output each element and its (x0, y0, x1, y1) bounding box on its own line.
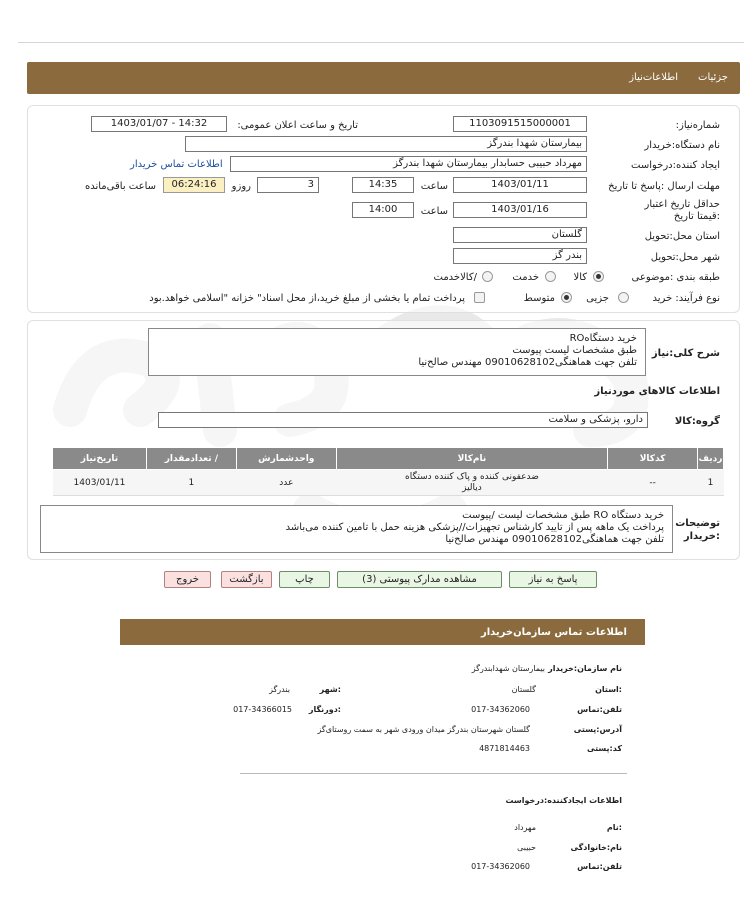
province-label: استان محل:تحویل (644, 231, 720, 242)
deadline-time-label: ساعت (420, 181, 448, 192)
contact-divider (240, 773, 627, 774)
contact-address-label: آدرس:پستی (573, 725, 622, 734)
contact-org-value: بیمارستان شهدابندرگز (471, 664, 545, 673)
tab-need-info[interactable]: اطلاعات‌نیاز (629, 72, 678, 83)
days-field: 3 (257, 177, 319, 193)
notes-line: تلفن جهت هماهنگی09010628102 مهندس صالح‌نیا (445, 534, 664, 545)
creator-phone-label: تلفن:تماس (577, 862, 622, 871)
contact-address-value: گلستان شهرستان بندرگز میدان ورودی شهر به سمت روستای‌گز (317, 725, 530, 734)
buyer-org-label: نام دستگاه:خریدار (644, 140, 720, 151)
creator-family-label: نام:خانوادگی (570, 843, 622, 852)
cell-row: 1 (698, 470, 724, 496)
creator-phone-value: 017-34362060 (471, 862, 530, 871)
col-unit: واحدشمارش (236, 448, 336, 470)
category-goods-radio[interactable] (593, 271, 604, 282)
top-divider (18, 42, 744, 43)
validity-date-field: 1403/01/16 (453, 202, 587, 218)
cell-qty: 1 (146, 470, 236, 496)
col-name: نام‌کالا (336, 448, 607, 470)
process-medium-radio[interactable] (561, 292, 572, 303)
buyer-notes-box (40, 505, 673, 553)
contact-province-label: :استان (595, 685, 622, 694)
buyer-notes-label: توضیحات :خریدار (675, 518, 720, 542)
col-qty: / تعدادمقدار (146, 448, 236, 470)
summary-line: طبق مشخصات لیست پیوست (512, 345, 637, 356)
cell-code: -- (608, 470, 698, 496)
city-field: بندر گز (453, 248, 587, 264)
need-number-label: شماره‌نیاز: (675, 120, 720, 131)
reply-button[interactable]: پاسخ به نیاز (509, 571, 597, 588)
creator-name-value: مهرداد (514, 823, 536, 832)
city-label: شهر محل:تحویل (650, 252, 720, 263)
exit-button[interactable]: خروج (164, 571, 211, 588)
buyer-contact-link[interactable]: اطلاعات تماس خریدار (130, 159, 223, 170)
cell-name (336, 470, 607, 496)
contact-postal-label: کد:پستی (587, 744, 622, 753)
summary-line: تلفن جهت هماهنگی09010628102 مهندس صالح‌نیا (418, 357, 637, 368)
creator-family-value: حبیبی (517, 843, 536, 852)
validity-time-field: 14:00 (352, 202, 414, 218)
process-medium-label: متوسط (523, 293, 555, 304)
contact-postal-value: 4871814463 (479, 744, 530, 753)
cell-name-line1: ضدعفونی کننده و پاک کننده دستگاه (405, 471, 539, 482)
goods-info-title: اطلاعات کالاهای موردنیاز (594, 386, 720, 397)
view-attachments-button[interactable]: مشاهده مدارک پیوستی (3) (337, 571, 502, 588)
days-label: روزو (231, 181, 251, 192)
treasury-payment-label: پرداخت تمام یا بخشی از مبلغ خرید،از محل اسناد" خزانه "اسلامی خواهد.بود (149, 293, 465, 304)
category-label: طبقه بندی :موضوعی (631, 272, 720, 283)
category-both-radio[interactable] (482, 271, 493, 282)
contact-phone-value: 017-34362060 (471, 705, 530, 714)
contact-org-label: نام سازمان:خریدار (548, 664, 622, 673)
contact-fax-value: 017-34366015 (233, 705, 292, 714)
validity-time-label: ساعت (420, 206, 448, 217)
contact-phone-label: تلفن:تماس (577, 705, 622, 714)
goods-table (52, 447, 724, 496)
category-service-radio[interactable] (545, 271, 556, 282)
notes-line: پرداخت یک ماهه پس از تایید کارشناس تجهیزات//پزشکی هزینه حمل با تامین کننده می‌باشد (285, 522, 664, 533)
notes-line: خرید دستگاه RO طبق مشخصات لیست /پیوست (462, 510, 664, 521)
contact-fax-label: :دورنگار (308, 705, 341, 714)
back-button[interactable]: بازگشت (221, 571, 272, 588)
creator-field: مهرداد حبیبی حسابدار بیمارستان شهدا بندرگز (230, 156, 587, 172)
announce-label: تاریخ و ساعت اعلان عمومی: (237, 120, 358, 131)
treasury-payment-checkbox[interactable] (474, 292, 485, 303)
announce-date-field: 1403/01/07 - 14:32 (91, 116, 227, 132)
cell-name-line2: دیالیز (462, 482, 482, 493)
contact-section-title: اطلاعات تماس سازمان‌خریدار (480, 627, 627, 638)
col-date: تاریخ‌نیاز (53, 448, 147, 470)
need-number-field: 1103091515000001 (453, 116, 587, 132)
goods-group-field: دارو، پزشکی و سلامت (158, 412, 648, 428)
deadline-time-field: 14:35 (352, 177, 414, 193)
remaining-label: ساعت باقی‌مانده (84, 181, 156, 192)
page-header (27, 62, 740, 94)
tab-details[interactable]: جزئیات (698, 72, 728, 83)
validity-label: حداقل تاریخ اعتبار :قیمتا تاریخ (644, 199, 720, 222)
deadline-label: مهلت ارسال :پاسخ تا تاریخ (608, 181, 720, 192)
cell-date: 1403/01/11 (53, 470, 147, 496)
creator-section-title: اطلاعات ایجادکننده:درخواست (505, 796, 622, 805)
contact-section-header (120, 619, 645, 645)
category-both-label: /کالاخدمت (433, 272, 477, 283)
creator-label: ایجاد کننده:درخواست (631, 160, 720, 171)
print-button[interactable]: چاپ (279, 571, 330, 588)
province-field: گلستان (453, 227, 587, 243)
category-service-label: خدمت (512, 272, 539, 283)
remaining-time-field: 06:24:16 (163, 177, 225, 193)
process-partial-radio[interactable] (618, 292, 629, 303)
buyer-org-field: بیمارستان شهدا بندرگز (185, 136, 587, 152)
table-row (53, 470, 724, 496)
cell-unit: عدد (236, 470, 336, 496)
process-label: نوع فرآیند: خرید (652, 293, 720, 304)
category-goods-label: کالا (573, 272, 587, 283)
contact-city-value: بندرگز (269, 685, 290, 694)
deadline-date-field: 1403/01/11 (453, 177, 587, 193)
summary-label: شرح کلی:نیاز (651, 348, 720, 359)
table-header-row (53, 448, 724, 470)
summary-line: خرید دستگاهRO (569, 333, 637, 344)
col-row: ردیف (698, 448, 724, 470)
creator-name-label: :نام (606, 823, 622, 832)
col-code: کدکالا (608, 448, 698, 470)
contact-province-value: گلستان (511, 685, 536, 694)
summary-box (148, 328, 646, 376)
goods-group-label: گروه:کالا (674, 416, 720, 427)
process-partial-label: جزیی (586, 293, 609, 304)
contact-city-label: :شهر (319, 685, 341, 694)
